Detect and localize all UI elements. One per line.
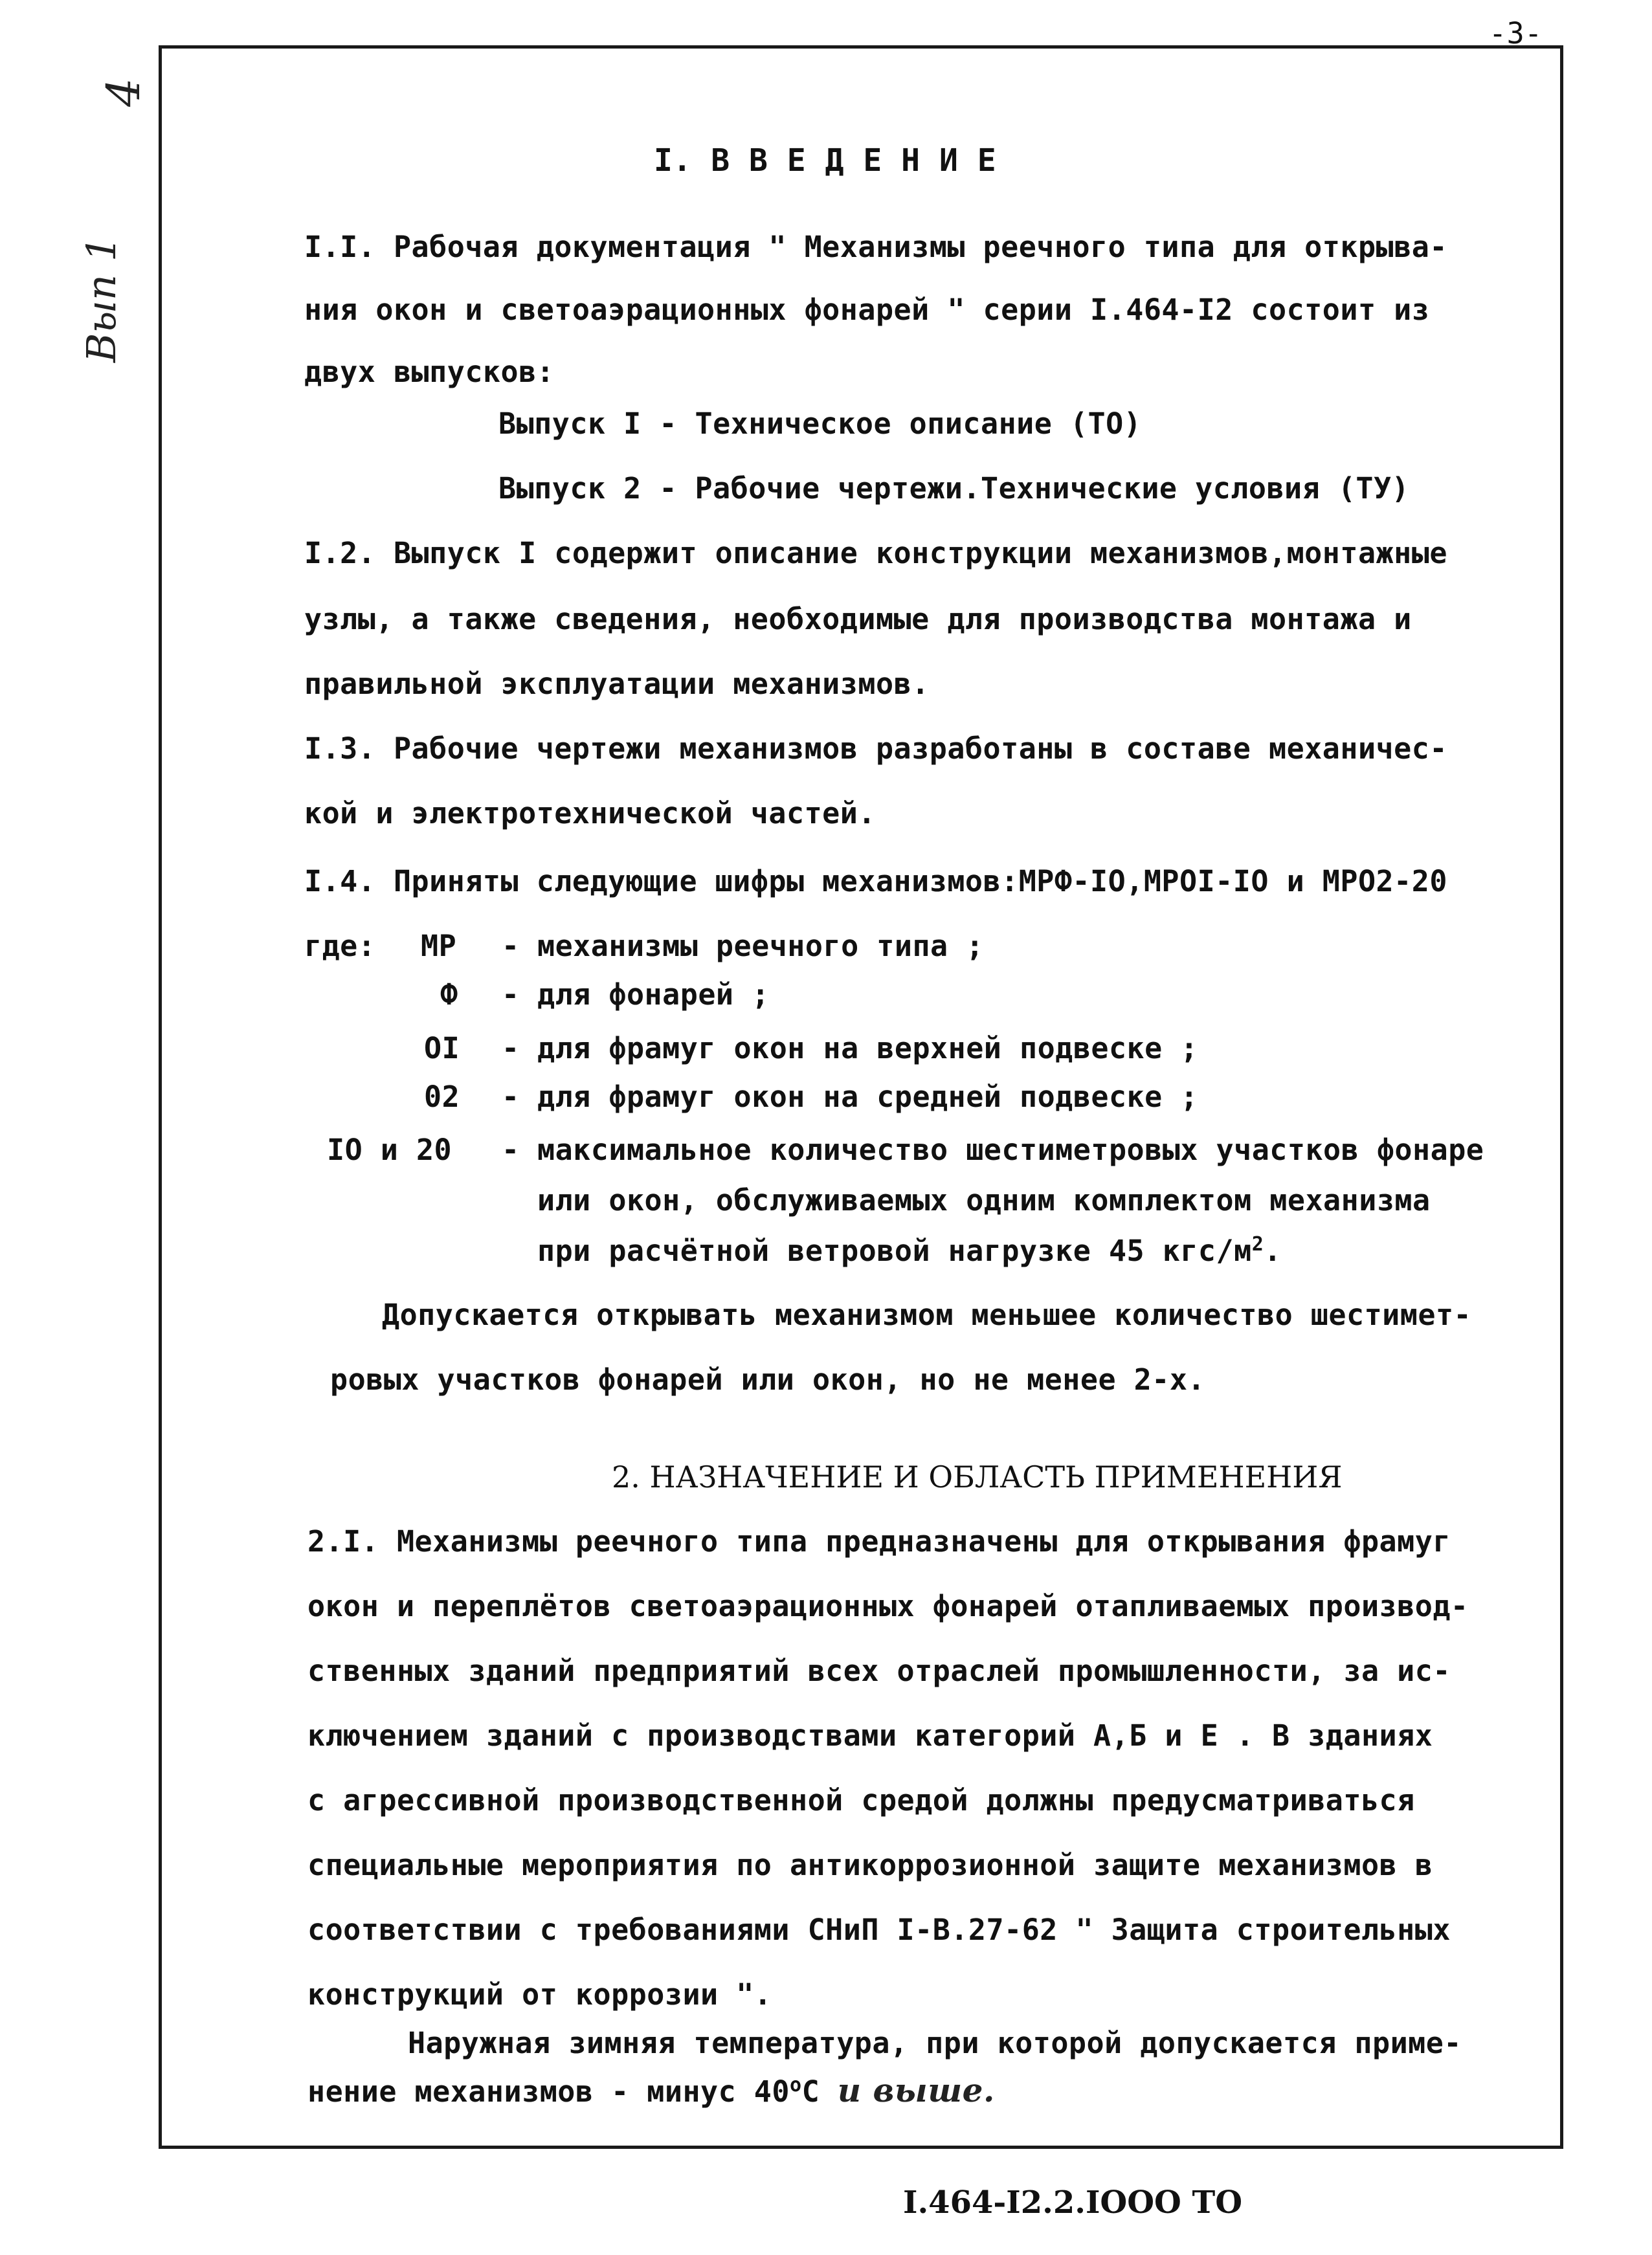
p1-3-line1: I.3. Рабочие чертежи механизмов разработаны в составе механичес-: [304, 731, 1447, 766]
wind-load-period: .: [1264, 1234, 1282, 1268]
code-mr: МР: [421, 929, 457, 963]
p2-1-line3: ственных зданий предприятий всех отраслей промышленности, за ис-: [307, 1654, 1451, 1688]
p2-temp-line1: Наружная зимняя температура, при которой допускается приме-: [408, 2026, 1462, 2060]
code-01: OI: [424, 1031, 460, 1065]
p2-1-line7: соответствии с требованиями СНиП I-В.27-62 " Защита строительных: [307, 1913, 1451, 1947]
code-10-20-desc: максимальное количество шестиметровых участков фонаре: [537, 1133, 1484, 1167]
code-10-20: IO и 20: [327, 1133, 452, 1167]
p1-1-line2: ния окон и светоаэрационных фонарей " серии I.464-I2 состоит из: [304, 293, 1430, 327]
p1-2-line2: узлы, а также сведения, необходимые для производства монтажа и: [304, 602, 1412, 636]
temp-text: нение механизмов - минус 40: [307, 2074, 790, 2109]
code-cont-line2: [537, 1233, 1282, 1268]
wind-load-superscript: 2: [1251, 1233, 1264, 1256]
section2-heading: 2. НАЗНАЧЕНИЕ И ОБЛАСТЬ ПРИМЕНЕНИЯ: [612, 1460, 1343, 1494]
code-01-desc: для фрамуг окон на верхней подвеске ;: [537, 1031, 1198, 1065]
degree-superscript: o: [790, 2074, 802, 2096]
p1-1-line3: двух выпусков:: [304, 355, 555, 389]
p1-1-line1: I.I. Рабочая документация " Механизмы реечного типа для открыва-: [304, 230, 1447, 264]
p2-1-line6: специальные мероприятия по антикоррозионной защите механизмов в: [307, 1848, 1433, 1882]
code-f-dash: -: [502, 977, 520, 1012]
code-02-desc: для фрамуг окон на средней подвеске ;: [537, 1080, 1198, 1114]
margin-volume-note: Вып 1: [78, 236, 125, 362]
p-allow-line2: ровых участков фонарей или окон, но не менее 2-х.: [330, 1362, 1206, 1397]
code-mr-desc: механизмы реечного типа ;: [537, 929, 984, 963]
page-number: -3-: [1489, 16, 1543, 50]
wind-load-text: при расчётной ветровой нагрузке 45 кгс/м: [537, 1234, 1252, 1268]
p-allow-line1: Допускается открывать механизмом меньшее количество шестимет-: [382, 1298, 1472, 1332]
p1-2-line3: правильной эксплуатации механизмов.: [304, 667, 930, 701]
p2-1-line8: конструкций от коррозии ".: [307, 1977, 772, 2012]
temp-unit: С: [801, 2074, 820, 2109]
code-f-desc: для фонарей ;: [537, 977, 770, 1012]
issue-1: Выпуск I - Техническое описание (ТО): [498, 406, 1142, 441]
code-02-dash: -: [502, 1080, 520, 1114]
issue-2: Выпуск 2 - Рабочие чертежи.Технические условия (ТУ): [498, 471, 1410, 505]
p2-temp-line2: [307, 2071, 995, 2109]
p2-1-line5: с агрессивной производственной средой должны предусматриваться: [307, 1783, 1415, 1817]
p2-1-line1: 2.I. Механизмы реечного типа предназначены для открывания фрамуг: [307, 1524, 1451, 1559]
p1-4: I.4. Приняты следующие шифры механизмов:МРФ-IO,MPOI-IO и МРО2-20: [304, 864, 1447, 898]
codes-prefix: где:: [304, 929, 376, 963]
p1-2-line1: I.2. Выпуск I содержит описание конструкции механизмов,монтажные: [304, 536, 1447, 570]
footer-document-code: I.464-I2.2.IOOO ТО: [903, 2184, 1243, 2221]
code-cont-line1: или окон, обслуживаемых одним комплектом механизма: [537, 1183, 1431, 1217]
p1-3-line2: кой и электротехнической частей.: [304, 796, 876, 830]
section1-heading: I. В В Е Д Е Н И Е: [654, 142, 997, 179]
margin-sheet-number: 4: [97, 78, 150, 107]
handwritten-addition: и выше.: [837, 2071, 995, 2109]
p2-1-line4: ключением зданий с производствами категорий А,Б и Е . В зданиях: [307, 1718, 1433, 1753]
code-01-dash: -: [502, 1031, 520, 1065]
code-10-20-dash: -: [502, 1133, 520, 1167]
code-f: Ф: [440, 977, 458, 1012]
p2-1-line2: окон и переплётов светоаэрационных фонарей отапливаемых производ-: [307, 1589, 1469, 1623]
code-02: 02: [424, 1080, 460, 1114]
code-mr-dash: -: [502, 929, 520, 963]
